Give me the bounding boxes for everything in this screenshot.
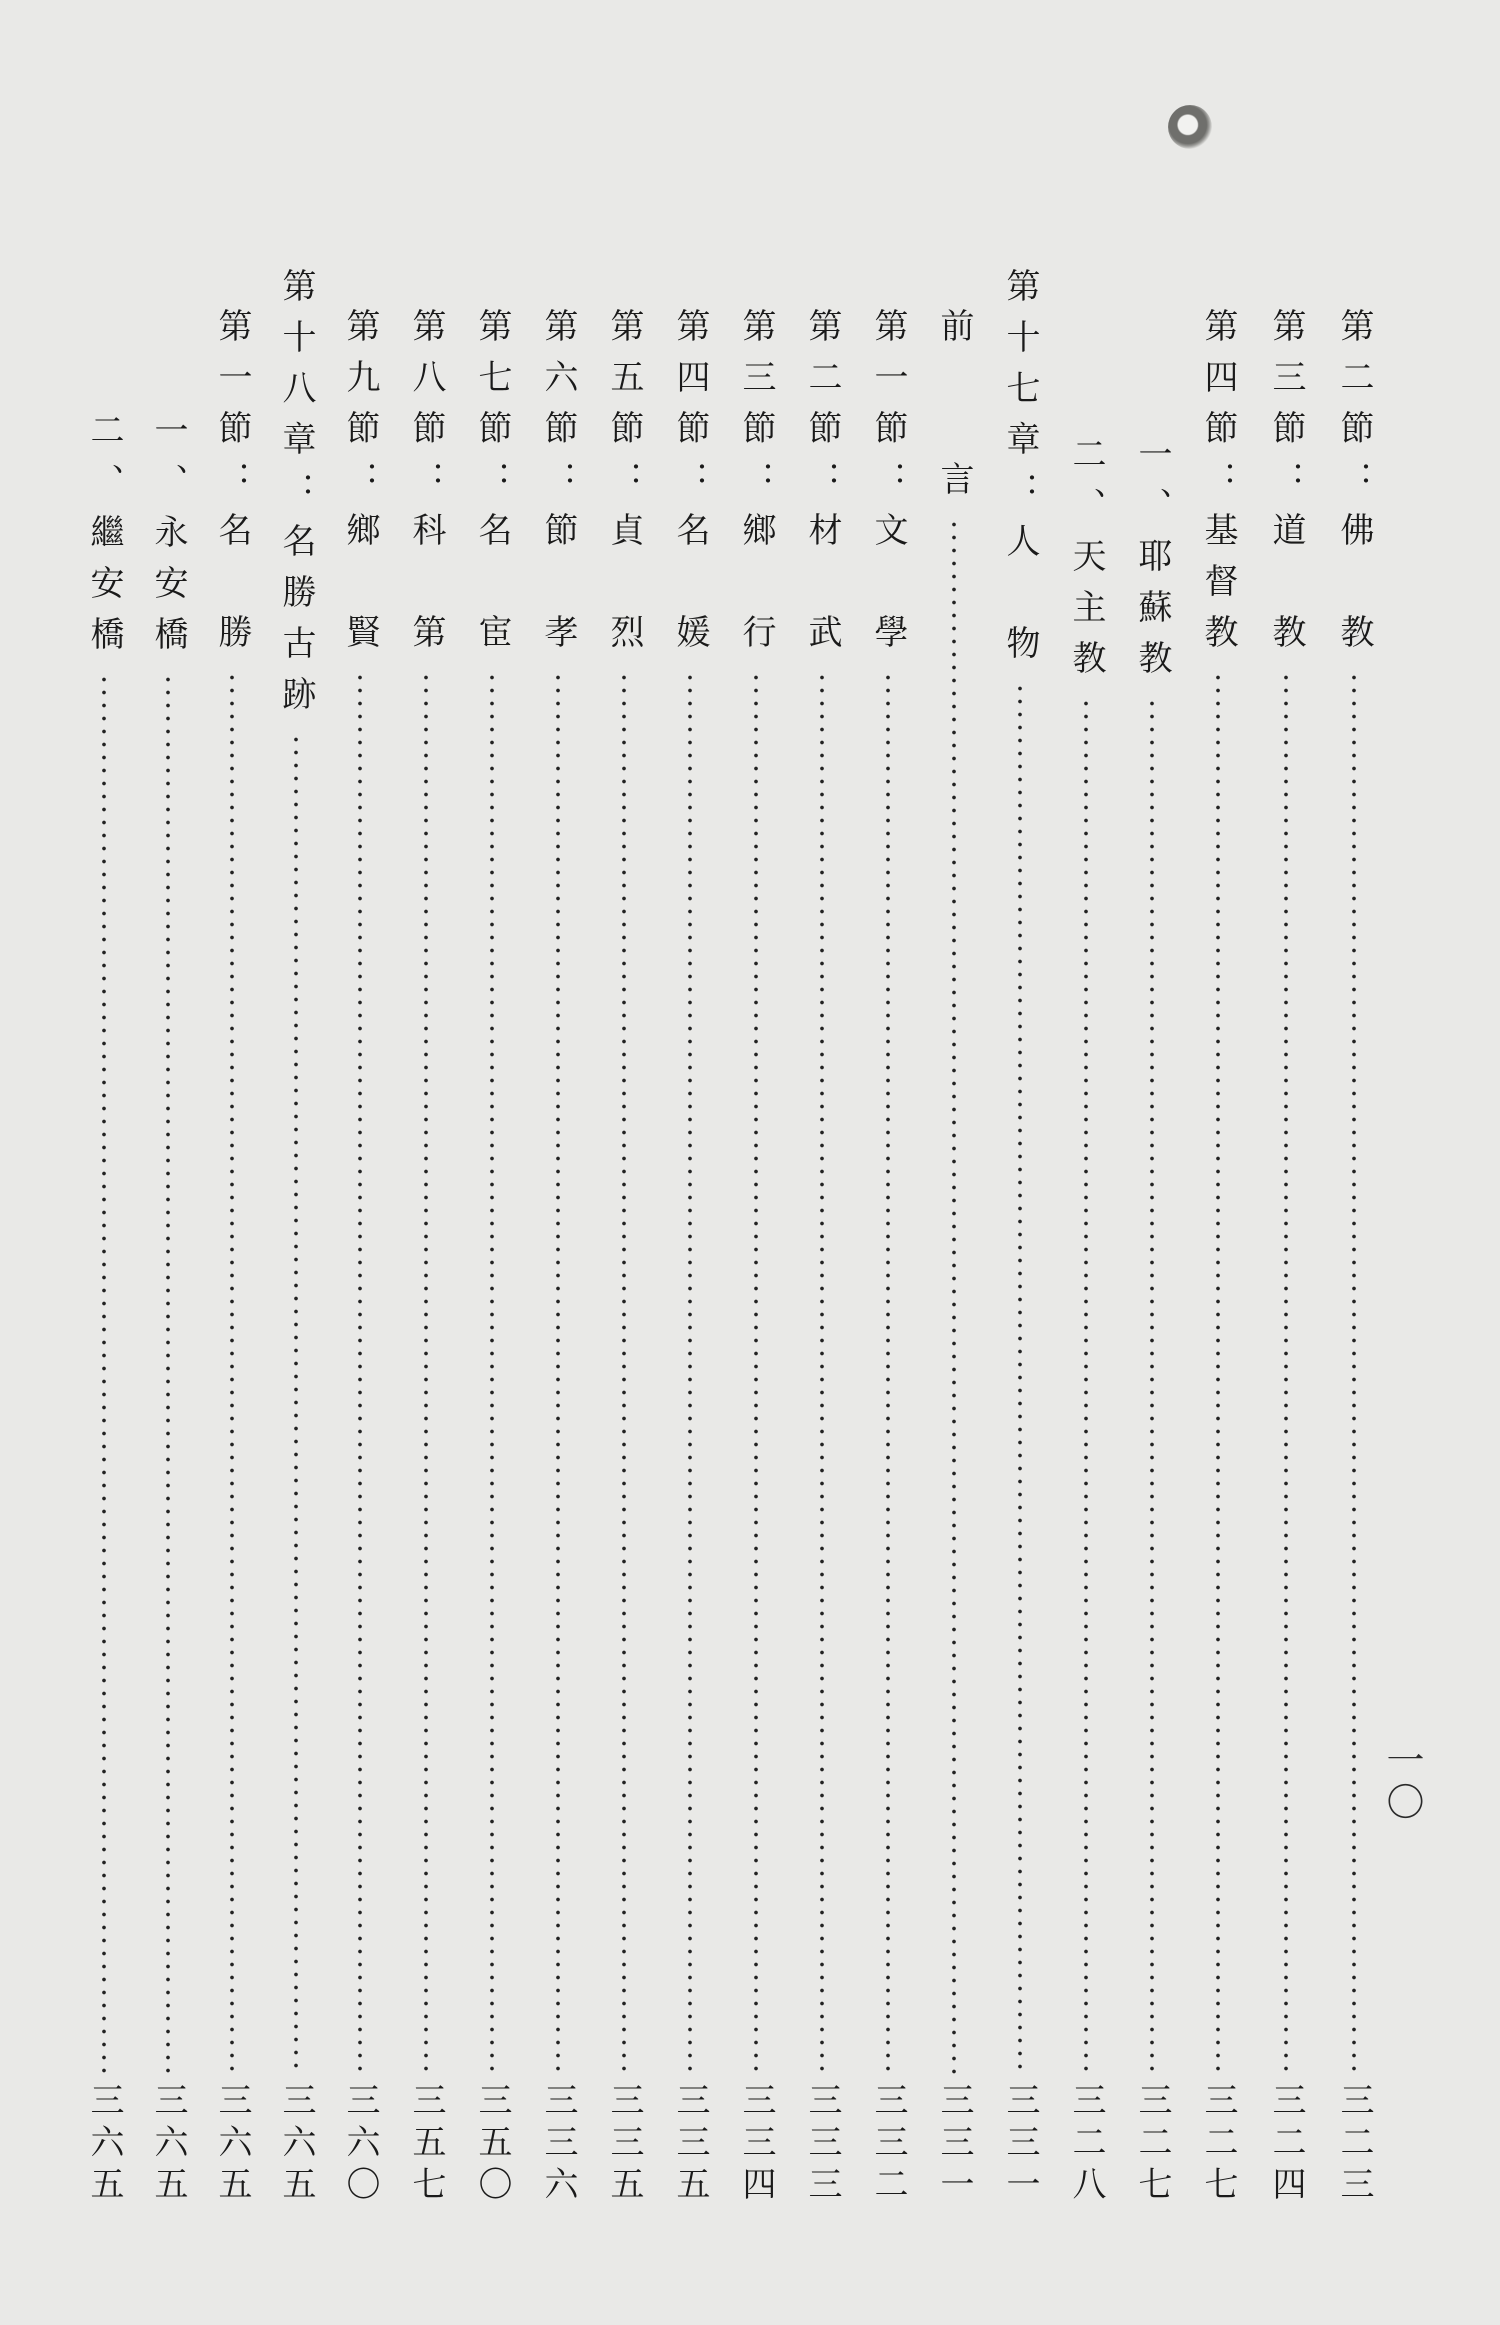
toc-entry[interactable] bbox=[1262, 308, 1310, 2208]
toc-entry[interactable] bbox=[1128, 436, 1176, 2208]
toc-entry-page: 三三五 bbox=[670, 2082, 710, 2208]
toc-entry-page: 三六五 bbox=[212, 2082, 252, 2208]
toc-entry-page: 三三一 bbox=[934, 2082, 974, 2208]
toc-entry-page: 三二四 bbox=[1266, 2082, 1306, 2208]
toc-entry[interactable] bbox=[468, 308, 516, 2208]
toc-entry-page: 三二七 bbox=[1132, 2082, 1172, 2208]
toc-entry-title: 第九節：鄉 賢 bbox=[340, 308, 380, 665]
toc-entry[interactable] bbox=[798, 308, 846, 2208]
toc-entry-title: 第十八章：名勝古跡 bbox=[276, 268, 316, 727]
toc-entry-title: 第一節：名 勝 bbox=[212, 308, 252, 665]
dot-leader bbox=[1214, 671, 1222, 2074]
toc-entry-title: 第六節：節 孝 bbox=[538, 308, 578, 665]
toc-entry-title: 第二節：佛 教 bbox=[1334, 308, 1374, 665]
toc-entry-title: 第十七章：人 物 bbox=[1000, 268, 1040, 676]
dot-leader bbox=[752, 671, 760, 2074]
toc-entry[interactable] bbox=[666, 308, 714, 2208]
toc-entry-page: 三三六 bbox=[538, 2082, 578, 2208]
toc-entry[interactable] bbox=[996, 268, 1044, 2208]
dot-leader bbox=[1282, 671, 1290, 2074]
dot-leader bbox=[554, 671, 562, 2074]
toc-entry[interactable] bbox=[272, 268, 320, 2208]
toc-entry-page: 三五七 bbox=[406, 2082, 446, 2208]
toc-entry[interactable] bbox=[930, 308, 978, 2208]
toc-entry-page: 三三一 bbox=[1000, 2082, 1040, 2208]
dot-leader bbox=[488, 671, 496, 2074]
toc-entry-title: 第三節：鄉 行 bbox=[736, 308, 776, 665]
dot-leader bbox=[1148, 697, 1156, 2074]
toc-entry-title: 第七節：名 宦 bbox=[472, 308, 512, 665]
dot-leader bbox=[1082, 697, 1090, 2074]
page-number: 一〇 bbox=[1380, 1740, 1424, 1824]
toc-entry-page: 三五〇 bbox=[472, 2082, 512, 2208]
toc-entry-page: 三六〇 bbox=[340, 2082, 380, 2208]
toc-entry-page: 三六五 bbox=[84, 2082, 124, 2208]
dot-leader bbox=[686, 671, 694, 2074]
toc-entry-title: 第三節：道 教 bbox=[1266, 308, 1306, 665]
toc-entry-title: 前 言 bbox=[934, 308, 974, 512]
toc-entry[interactable] bbox=[402, 308, 450, 2208]
toc-entry-title: 第八節：科 第 bbox=[406, 308, 446, 665]
dot-leader bbox=[228, 671, 236, 2074]
toc-entry[interactable] bbox=[80, 412, 128, 2208]
toc-entry[interactable] bbox=[1062, 436, 1110, 2208]
dot-leader bbox=[292, 733, 300, 2074]
toc-entry-page: 三二三 bbox=[1334, 2082, 1374, 2208]
toc-entry-title: 二、天主教 bbox=[1066, 436, 1106, 691]
toc-entry[interactable] bbox=[1194, 308, 1242, 2208]
toc-entry-title: 一、耶蘇教 bbox=[1132, 436, 1172, 691]
toc-entry-page: 三六五 bbox=[148, 2082, 188, 2208]
toc-entry[interactable] bbox=[208, 308, 256, 2208]
toc-entry-title: 二、繼安橋 bbox=[84, 412, 124, 667]
toc-entry[interactable] bbox=[534, 308, 582, 2208]
toc-entry[interactable] bbox=[1330, 308, 1378, 2208]
toc-entry-title: 第二節：材 武 bbox=[802, 308, 842, 665]
toc-entry-title: 一、永安橋 bbox=[148, 412, 188, 667]
toc-entry-page: 三三五 bbox=[604, 2082, 644, 2208]
toc-entry-page: 三二八 bbox=[1066, 2082, 1106, 2208]
toc-entry[interactable] bbox=[864, 308, 912, 2208]
toc-entry-page: 三三二 bbox=[868, 2082, 908, 2208]
toc-entry[interactable] bbox=[732, 308, 780, 2208]
dot-leader bbox=[422, 671, 430, 2074]
toc-entry-title: 第五節：貞 烈 bbox=[604, 308, 644, 665]
dot-leader bbox=[884, 671, 892, 2074]
toc-entry[interactable] bbox=[144, 412, 192, 2208]
toc-entry[interactable] bbox=[336, 308, 384, 2208]
toc-entry-page: 三三三 bbox=[802, 2082, 842, 2208]
dot-leader bbox=[356, 671, 364, 2074]
toc-entry-page: 三三四 bbox=[736, 2082, 776, 2208]
toc-entry-title: 第四節：名 媛 bbox=[670, 308, 710, 665]
toc-entry-title: 第四節：基督教 bbox=[1198, 308, 1238, 665]
dot-leader bbox=[100, 673, 108, 2074]
dot-leader bbox=[1016, 682, 1024, 2074]
dot-leader bbox=[1350, 671, 1358, 2074]
toc-entry-title: 第一節：文 學 bbox=[868, 308, 908, 665]
dot-leader bbox=[818, 671, 826, 2074]
toc-entry-page: 三二七 bbox=[1198, 2082, 1238, 2208]
toc-entry[interactable] bbox=[600, 308, 648, 2208]
dot-leader bbox=[164, 673, 172, 2074]
dot-leader bbox=[950, 518, 958, 2074]
dot-leader bbox=[620, 671, 628, 2074]
toc-entry-page: 三六五 bbox=[276, 2082, 316, 2208]
